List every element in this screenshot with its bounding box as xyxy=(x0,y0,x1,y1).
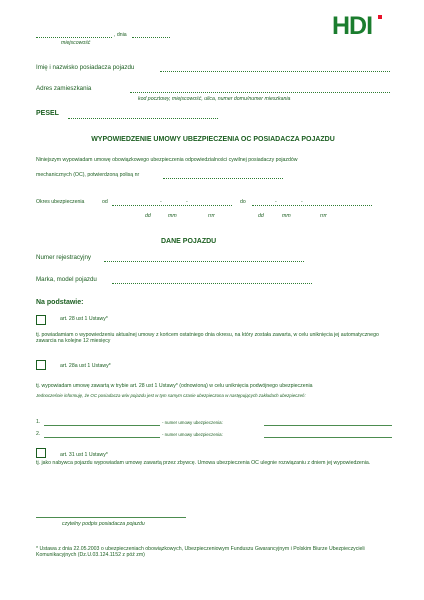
period-from: od xyxy=(102,199,108,205)
owner-name-field[interactable] xyxy=(160,71,390,72)
date-separator: , dnia xyxy=(114,32,127,38)
to-dd: dd xyxy=(258,213,264,219)
logo-accent-icon xyxy=(378,15,382,19)
option-28a-note: Jednocześnie informuję, że OC posiadacza w/w pojazdu jest w tym samym czasie ubezpieczona w następujących zakładach ubezpieczeń: xyxy=(36,393,306,398)
insurer-row-1-policy-label: - numer umowy ubezpieczenia: xyxy=(162,420,223,425)
option-28-label: art. 28 ust 1 Ustawy* xyxy=(60,316,108,322)
option-28a-label: art. 28a ust 1 Ustawy* xyxy=(60,363,111,369)
insurer-row-1-number: 1. xyxy=(36,419,41,425)
address-label: Adres zamieszkania xyxy=(36,85,92,92)
to-mm: mm xyxy=(282,213,291,219)
period-from-dash-2: - xyxy=(186,199,188,205)
period-to-field[interactable] xyxy=(252,205,372,206)
vehicle-heading: DANE POJAZDU xyxy=(161,238,217,245)
from-dd: dd xyxy=(145,213,151,219)
option-28-desc: tj. powiadamiam o wypowiedzeniu aktualnej umowy z końcem ostatniego dnia okresu, na który została zawarta, w celu uniknięcia jej automatycznego zawarcia na kolejne 12 miesięcy xyxy=(36,332,379,344)
make-model-label: Marka, model pojazdu xyxy=(36,276,97,283)
insurer-row-2-number: 2. xyxy=(36,431,41,437)
period-to: do xyxy=(240,199,246,205)
option-31-checkbox[interactable] xyxy=(36,448,46,458)
period-label: Okres ubezpieczenia xyxy=(36,199,85,205)
to-rrrr: rrrr xyxy=(320,213,327,219)
insurer-row-2-policy-field[interactable] xyxy=(264,437,392,438)
period-to-dash-1: - xyxy=(275,199,277,205)
intro-line-1: Niniejszym wypowiadam umowę obowiązkowego ubezpieczenia odpowiedzialności cywilnej posiadaczy pojazdów xyxy=(36,157,298,163)
registration-label: Numer rejestracyjny xyxy=(36,254,92,261)
pesel-label: PESEL xyxy=(36,110,59,117)
insurer-row-2-field[interactable] xyxy=(44,437,160,438)
basis-heading: Na podstawie: xyxy=(36,299,84,306)
option-28a-desc: tj. wypowiadam umowę zawartą w trybie art. 28 ust 1 Ustawy* (odnowioną) w celu uniknięcia podwójnego ubezpieczenia xyxy=(36,383,313,389)
insurer-row-2-policy-label: - numer umowy ubezpieczenia: xyxy=(162,432,223,437)
option-31-desc: tj. jako nabywca pojazdu wypowiadam umowę zawartą przez zbywcę. Umowa ubezpieczenia OC ulegnie rozwiązaniu z dniem jej wypowiedzenia. xyxy=(36,460,371,466)
registration-field[interactable] xyxy=(104,261,304,262)
option-28-checkbox[interactable] xyxy=(36,315,46,325)
intro-line-2: mechanicznych (OC), potwierdzoną polisą nr xyxy=(36,172,140,178)
document-title: WYPOWIEDZENIE UMOWY UBEZPIECZENIA OC POSIADACZA POJAZDU xyxy=(91,136,335,143)
from-rrrr: rrrr xyxy=(208,213,215,219)
owner-name-label: Imię i nazwisko posiadacza pojazdu xyxy=(36,64,135,71)
insurer-row-1-field[interactable] xyxy=(44,425,160,426)
svg-text:HDI: HDI xyxy=(332,13,373,37)
address-field[interactable] xyxy=(130,92,390,93)
policy-number-field[interactable] xyxy=(163,178,283,179)
hdi-logo xyxy=(331,13,393,37)
signature-field[interactable] xyxy=(36,517,186,518)
insurer-row-1-policy-field[interactable] xyxy=(264,425,392,426)
period-from-dash-1: - xyxy=(160,199,162,205)
make-model-field[interactable] xyxy=(112,283,312,284)
period-to-dash-2: - xyxy=(301,199,303,205)
option-28a-checkbox[interactable] xyxy=(36,360,46,370)
footnote: * Ustawa z dnia 22.05.2003 o ubezpieczeniach obowiązkowych, Ubezpieczeniowym Funduszu Gwarancyjnym i Polskim Biurze Ubezpieczycieli Komunikacyjnych (Dz.U.03.124.1152 z póź zm) xyxy=(36,546,365,558)
signature-label: czytelny podpis posiadacza pojazdu xyxy=(62,521,145,527)
address-hint: kod pocztowy, miejscowość, ulica, numer domu/numer mieszkania xyxy=(138,96,291,102)
period-from-field[interactable] xyxy=(112,205,232,206)
from-mm: mm xyxy=(168,213,177,219)
place-label: miejscowość xyxy=(61,40,91,46)
pesel-field[interactable] xyxy=(68,118,218,119)
option-31-label: art. 31 ust 1 Ustawy* xyxy=(60,452,108,458)
